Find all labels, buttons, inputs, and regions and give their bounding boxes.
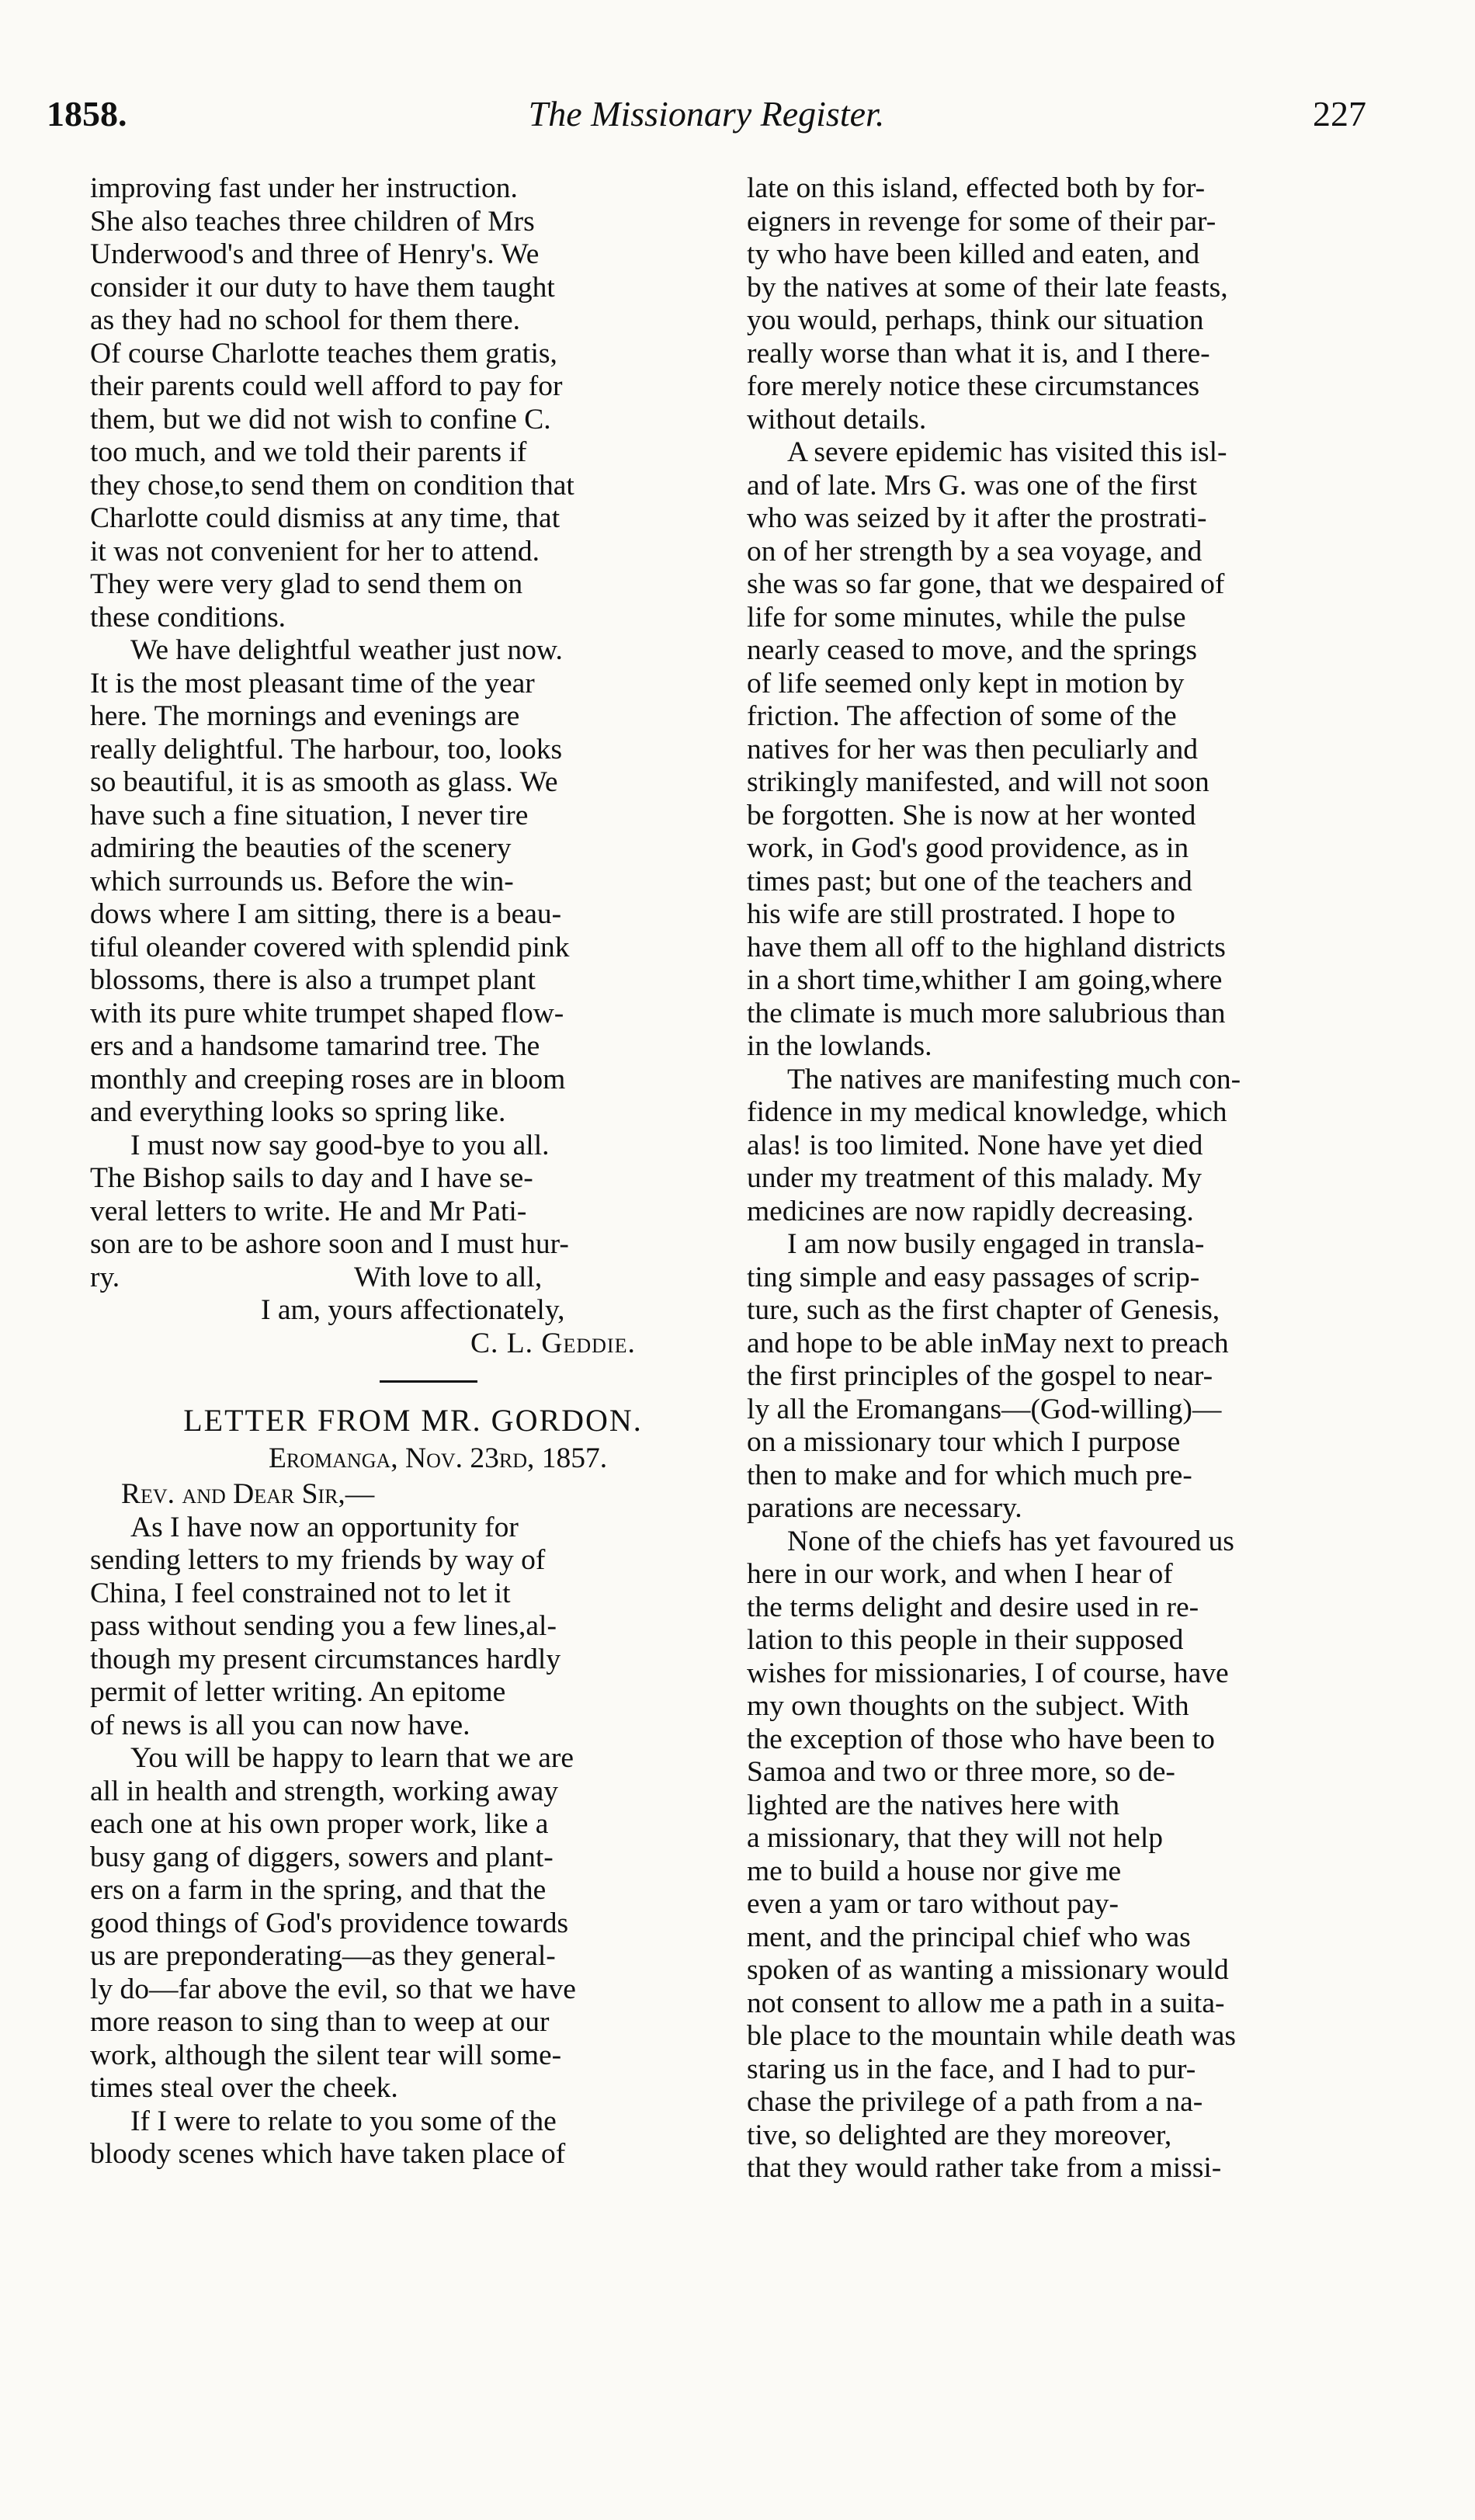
- text-line: The Bishop sails to day and I have se-: [90, 1162, 533, 1194]
- text-line: staring us in the face, and I had to pur-: [747, 2053, 1196, 2085]
- text-line: too much, and we told their parents if: [90, 436, 527, 468]
- paragraph: [747, 1064, 1393, 1229]
- text-line: times past; but one of the teachers and: [747, 865, 1192, 897]
- text-line: wishes for missionaries, I of course, have: [747, 1657, 1229, 1689]
- text-line: Samoa and two or three more, so de-: [747, 1756, 1175, 1788]
- text-line: as they had no school for them there.: [90, 304, 521, 336]
- text-line: she was so far gone, that we despaired of: [747, 568, 1225, 600]
- text-line: and of late. Mrs G. was one of the first: [747, 469, 1198, 502]
- paragraph: [90, 172, 736, 634]
- text-line: without details.: [747, 403, 927, 436]
- header-year: 1858.: [47, 94, 127, 134]
- text-line: ble place to the mountain while death was: [747, 2020, 1237, 2052]
- text-line: busy gang of diggers, sowers and plant-: [90, 1841, 554, 1873]
- text-line: their parents could well afford to pay for: [90, 370, 563, 402]
- text-line: times steal over the cheek.: [90, 2072, 398, 2104]
- text-line: more reason to sing than to weep at our: [90, 2006, 550, 2038]
- text-line: have such a fine situation, I never tire: [90, 799, 529, 831]
- text-line: of news is all you can now have.: [90, 1709, 470, 1741]
- text-line: dows where I am sitting, there is a beau-: [90, 898, 562, 930]
- paragraph: [747, 1526, 1393, 2185]
- text-line: under my treatment of this malady. My: [747, 1162, 1202, 1194]
- text-line: eigners in revenge for some of their par-: [747, 205, 1216, 238]
- text-line: so beautiful, it is as smooth as glass. We: [90, 766, 558, 798]
- letter-heading: LETTER FROM MR. GORDON.: [183, 1403, 643, 1438]
- text-line: ty who have been killed and eaten, and: [747, 238, 1200, 270]
- text-line: it was not convenient for her to attend.: [90, 535, 540, 568]
- text-line: late on this island, effected both by for-: [747, 172, 1206, 204]
- text-line: which surrounds us. Before the win-: [90, 865, 514, 897]
- text-line: I am now busily engaged in transla-: [787, 1228, 1205, 1260]
- text-line: tiful oleander covered with splendid pink: [90, 931, 570, 963]
- text-line: be forgotten. She is now at her wonted: [747, 799, 1196, 831]
- text-line: tive, so delighted are they moreover,: [747, 2119, 1172, 2151]
- text-line: ly all the Eromangans—(God-willing)—: [747, 1393, 1222, 1425]
- text-line: Underwood's and three of Henry's. We: [90, 238, 540, 270]
- text-line: admiring the beauties of the scenery: [90, 832, 512, 864]
- text-line: his wife are still prostrated. I hope to: [747, 898, 1175, 930]
- text-line: who was seized by it after the prostrati-: [747, 502, 1207, 534]
- text-line: spoken of as wanting a missionary would: [747, 1954, 1229, 1986]
- text-line: lation to this people in their supposed: [747, 1624, 1184, 1656]
- text-line: pass without sending you a few lines,al-: [90, 1610, 557, 1642]
- text-line: As I have now an opportunity for: [130, 1511, 519, 1543]
- text-line: here. The mornings and evenings are: [90, 700, 520, 732]
- text-line: The natives are manifesting much con-: [787, 1063, 1241, 1095]
- letter-dateline: Eromanga, Nov. 23rd, 1857.: [269, 1442, 608, 1474]
- signature: C. L. Geddie.: [470, 1327, 636, 1359]
- text-line: You will be happy to learn that we are: [130, 1742, 574, 1774]
- text-line: ers and a handsome tamarind tree. The: [90, 1030, 540, 1062]
- text-line: the climate is much more salubrious than: [747, 997, 1226, 1029]
- paragraph: [90, 1512, 736, 1743]
- text-line: chase the privilege of a path from a na-: [747, 2086, 1203, 2118]
- text-line: each one at his own proper work, like a: [90, 1808, 549, 1840]
- text-line: permit of letter writing. An epitome: [90, 1676, 506, 1708]
- text-line: strikingly manifested, and will not soon: [747, 766, 1210, 798]
- text-line: the exception of those who have been to: [747, 1723, 1215, 1755]
- text-line: me to build a house nor give me: [747, 1855, 1122, 1887]
- text-line: have them all off to the highland districts: [747, 931, 1226, 963]
- journal-title: The Missionary Register.: [528, 94, 885, 134]
- text-line: with its pure white trumpet shaped flow-: [90, 997, 564, 1029]
- text-line: lighted are the natives here with: [747, 1789, 1120, 1821]
- text-line: not consent to allow me a path in a suita-: [747, 1987, 1225, 2019]
- text-line: they chose,to send them on condition that: [90, 469, 574, 502]
- text-line: though my present circumstances hardly: [90, 1643, 561, 1675]
- text-line: a missionary, that they will not help: [747, 1822, 1164, 1854]
- text-line: None of the chiefs has yet favoured us: [787, 1525, 1234, 1557]
- signoff-continuation: ry.: [90, 1261, 120, 1293]
- text-line: fidence in my medical knowledge, which: [747, 1096, 1227, 1128]
- text-line: us are preponderating—as they general-: [90, 1940, 556, 1972]
- text-line: veral letters to write. He and Mr Pati-: [90, 1195, 527, 1227]
- section-divider: [380, 1380, 477, 1383]
- text-line: of life seemed only kept in motion by: [747, 667, 1185, 699]
- text-line: ture, such as the first chapter of Genesis,: [747, 1294, 1220, 1326]
- paragraph: [90, 634, 736, 1130]
- paragraph: [90, 1130, 736, 1262]
- text-line: Charlotte could dismiss at any time, that: [90, 502, 560, 534]
- text-line: in the lowlands.: [747, 1030, 932, 1062]
- text-line: these conditions.: [90, 601, 286, 633]
- text-line: sending letters to my friends by way of: [90, 1544, 546, 1576]
- text-line: If I were to relate to you some of the: [130, 2105, 557, 2137]
- text-line: in a short time,whither I am going,where: [747, 964, 1223, 996]
- paragraph: [747, 1228, 1393, 1526]
- text-line: nearly ceased to move, and the springs: [747, 634, 1198, 666]
- text-line: you would, perhaps, think our situation: [747, 304, 1204, 336]
- text-line: blossoms, there is also a trumpet plant: [90, 964, 536, 996]
- text-line: ment, and the principal chief who was: [747, 1921, 1191, 1953]
- text-line: Of course Charlotte teaches them gratis,: [90, 337, 557, 370]
- text-line: consider it our duty to have them taught: [90, 271, 555, 304]
- text-line: bloody scenes which have taken place of: [90, 2138, 566, 2170]
- text-line: even a yam or taro without pay-: [747, 1888, 1119, 1920]
- text-line: It is the most pleasant time of the year: [90, 667, 535, 699]
- text-line: ers on a farm in the spring, and that the: [90, 1874, 547, 1906]
- text-line: really worse than what it is, and I there-: [747, 337, 1210, 370]
- paragraph: [90, 1742, 736, 2105]
- paragraph: [747, 436, 1393, 1064]
- text-line: and hope to be able inMay next to preach: [747, 1327, 1229, 1359]
- text-line: friction. The affection of some of the: [747, 700, 1177, 732]
- text-line: the terms delight and desire used in re-: [747, 1591, 1199, 1623]
- text-line: We have delightful weather just now.: [130, 634, 563, 666]
- text-line: ting simple and easy passages of scrip-: [747, 1261, 1200, 1293]
- left-column: [90, 172, 736, 2171]
- page-number: 227: [1313, 94, 1366, 134]
- text-line: on a missionary tour which I purpose: [747, 1426, 1181, 1458]
- text-line: that they would rather take from a missi-: [747, 2152, 1222, 2184]
- text-line: on of her strength by a sea voyage, and: [747, 535, 1203, 568]
- text-line: here in our work, and when I hear of: [747, 1558, 1173, 1590]
- text-line: work, although the silent tear will some-: [90, 2039, 562, 2071]
- text-line: alas! is too limited. None have yet died: [747, 1129, 1203, 1161]
- page-header: [47, 93, 1366, 155]
- text-line: work, in God's good providence, as in: [747, 832, 1189, 864]
- signoff-love: With love to all,: [354, 1261, 543, 1293]
- text-line: good things of God's providence towards: [90, 1907, 569, 1939]
- text-line: She also teaches three children of Mrs: [90, 205, 535, 238]
- text-line: the first principles of the gospel to near-: [747, 1360, 1213, 1392]
- text-line: monthly and creeping roses are in bloom: [90, 1063, 566, 1095]
- text-line: parations are necessary.: [747, 1492, 1022, 1524]
- paragraph: [747, 172, 1393, 436]
- text-line: medicines are now rapidly decreasing.: [747, 1195, 1194, 1227]
- text-line: son are to be ashore soon and I must hur-: [90, 1228, 569, 1260]
- text-line: my own thoughts on the subject. With: [747, 1690, 1189, 1722]
- text-line: fore merely notice these circumstances: [747, 370, 1200, 402]
- text-line: ly do—far above the evil, so that we have: [90, 1973, 576, 2005]
- letter-salutation: Rev. and Dear Sir,—: [121, 1478, 375, 1510]
- right-column: [747, 172, 1393, 2185]
- text-line: improving fast under her instruction.: [90, 172, 518, 204]
- signoff-yours: I am, yours affectionately,: [261, 1294, 565, 1326]
- text-line: really delightful. The harbour, too, looks: [90, 733, 563, 765]
- text-line: China, I feel constrained not to let it: [90, 1577, 511, 1609]
- paragraph: [90, 2105, 736, 2171]
- text-line: by the natives at some of their late feasts,: [747, 271, 1228, 304]
- text-line: and everything looks so spring like.: [90, 1096, 506, 1128]
- text-line: They were very glad to send them on: [90, 568, 523, 600]
- text-line: them, but we did not wish to confine C.: [90, 403, 551, 436]
- signoff-block: [90, 1262, 736, 1361]
- text-line: A severe epidemic has visited this isl-: [787, 436, 1227, 468]
- text-line: natives for her was then peculiarly and: [747, 733, 1199, 765]
- text-line: life for some minutes, while the pulse: [747, 601, 1186, 633]
- text-line: then to make and for which much pre-: [747, 1459, 1192, 1491]
- text-line: all in health and strength, working away: [90, 1775, 558, 1807]
- text-line: I must now say good-bye to you all.: [130, 1129, 550, 1161]
